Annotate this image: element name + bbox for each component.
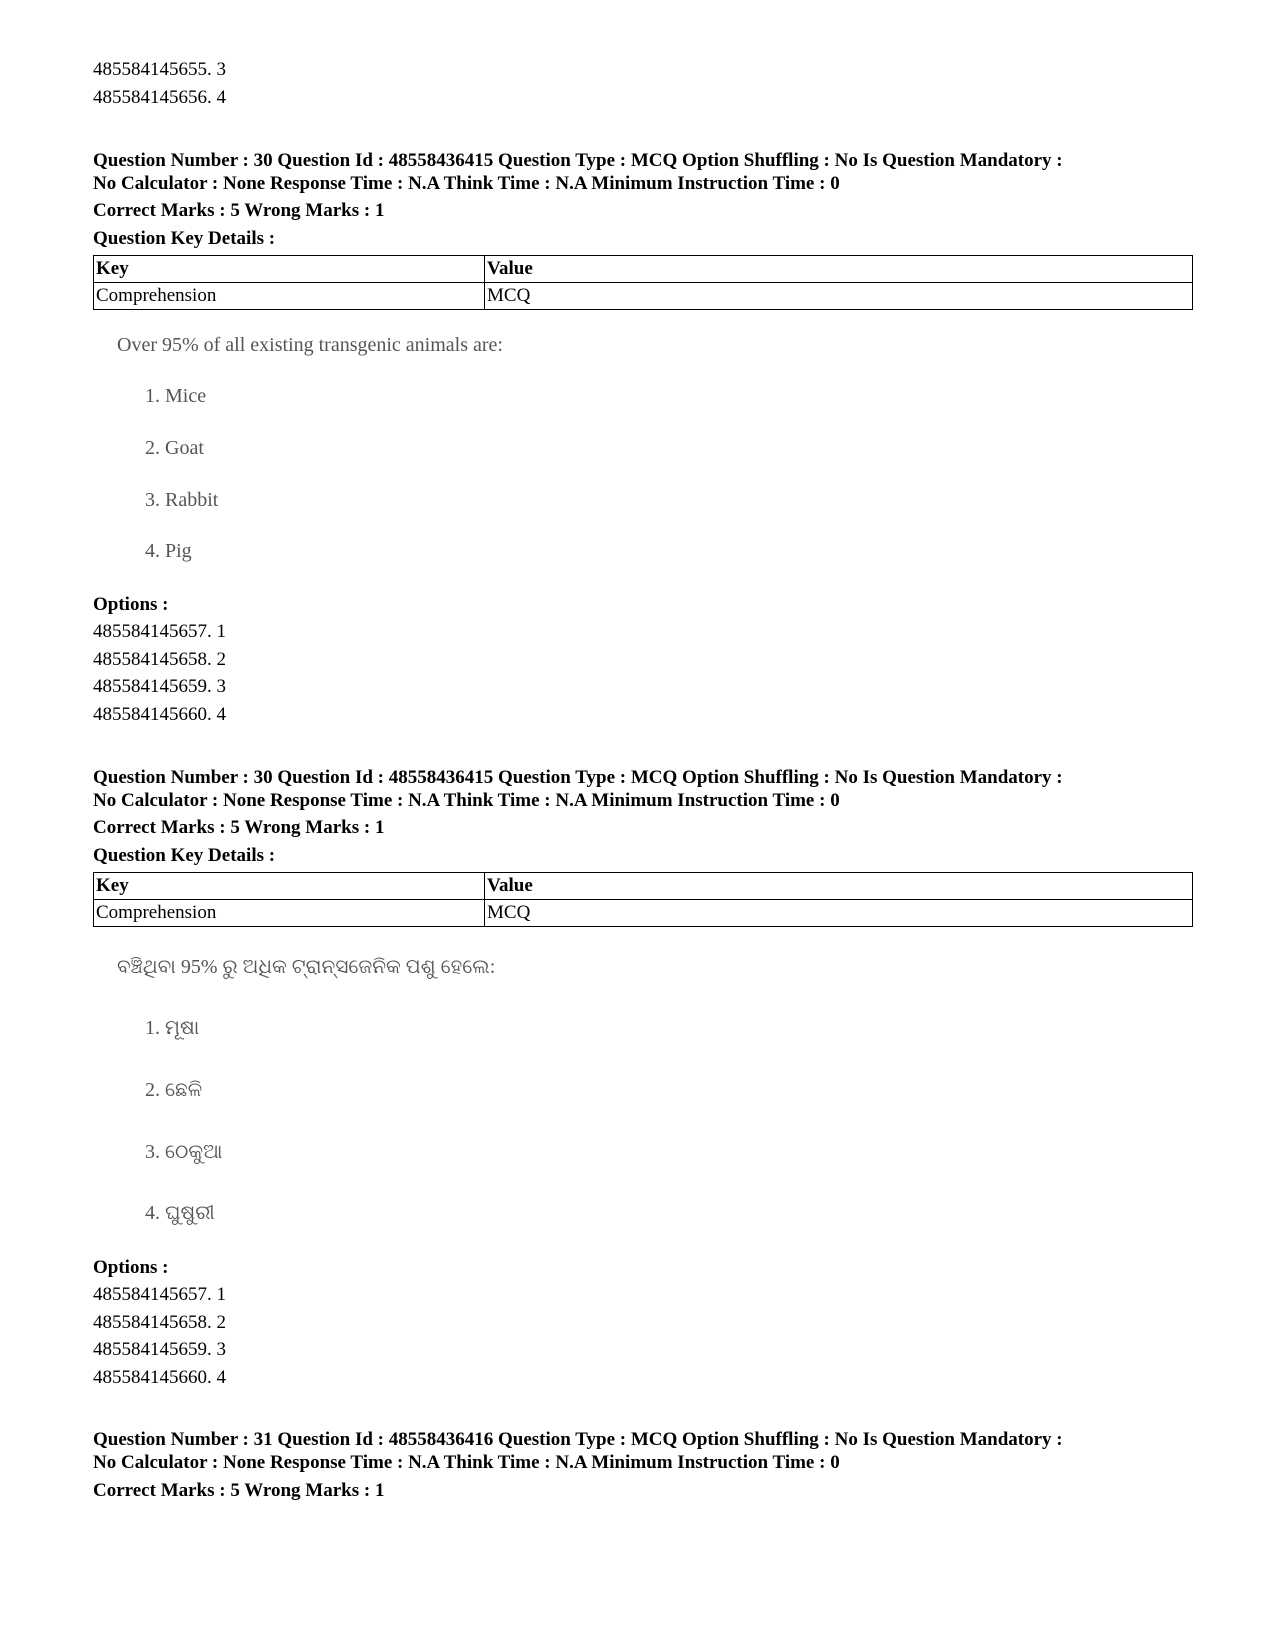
option-line: 485584145657. 1 xyxy=(93,1284,226,1305)
question-header: Question Number : 30 Question Id : 48558436415 Question Type : MCQ Option Shuffling : No Is Question Mandatory : xyxy=(93,767,1063,788)
option-line: 485584145660. 4 xyxy=(93,704,226,725)
choice-item: 2. Goat xyxy=(145,437,204,459)
table-cell-key: Comprehension xyxy=(94,900,485,927)
option-line: 485584145659. 3 xyxy=(93,676,226,697)
question-header: Question Number : 30 Question Id : 48558436415 Question Type : MCQ Option Shuffling : No Is Question Mandatory : xyxy=(93,150,1063,171)
option-line: 485584145660. 4 xyxy=(93,1367,226,1388)
question-image xyxy=(117,334,503,574)
question-header: No Calculator : None Response Time : N.A Think Time : N.A Minimum Instruction Time : 0 xyxy=(93,173,840,194)
choice-item: 1. Mice xyxy=(145,385,207,407)
table-row xyxy=(94,283,1193,310)
question-header: Question Number : 31 Question Id : 48558436416 Question Type : MCQ Option Shuffling : No Is Question Mandatory : xyxy=(93,1429,1063,1450)
options-label: Options : xyxy=(93,594,169,615)
choice-item: 3. ଠେକୁଆ xyxy=(145,1141,223,1163)
choice-item: 2. ଛେଳି xyxy=(145,1079,203,1101)
option-line: 485584145659. 3 xyxy=(93,1339,226,1360)
option-line: 485584145655. 3 xyxy=(93,59,226,80)
key-details-label: Question Key Details : xyxy=(93,845,276,866)
options-label: Options : xyxy=(93,1257,169,1278)
choice-item: 4. Pig xyxy=(145,540,192,562)
table-cell-key: Comprehension xyxy=(94,283,485,310)
marks-line: Correct Marks : 5 Wrong Marks : 1 xyxy=(93,1480,385,1501)
table-header-row xyxy=(94,873,1193,900)
table-header-key: Key xyxy=(94,873,485,900)
key-details-label: Question Key Details : xyxy=(93,228,276,249)
option-line: 485584145658. 2 xyxy=(93,1312,226,1333)
question-header: No Calculator : None Response Time : N.A Think Time : N.A Minimum Instruction Time : 0 xyxy=(93,790,840,811)
question-text: Over 95% of all existing transgenic animals are: xyxy=(117,334,503,356)
question-text: ବଞ୍ଚିଥିବା 95% ରୁ ଅଧିକ ଟ୍ରାନ୍ସଜେନିକ ପଶୁ ହେଲେ: xyxy=(117,956,496,978)
option-line: 485584145657. 1 xyxy=(93,621,226,642)
choice-item: 1. ମୂଷା xyxy=(145,1017,200,1039)
choice-item: 4. ଘୁଷୁରୀ xyxy=(145,1202,215,1224)
marks-line: Correct Marks : 5 Wrong Marks : 1 xyxy=(93,817,385,838)
table-cell-value: MCQ xyxy=(485,900,1193,927)
question-image xyxy=(117,956,495,1226)
table-header-row xyxy=(94,256,1193,283)
option-line: 485584145656. 4 xyxy=(93,87,226,108)
table-cell-value: MCQ xyxy=(485,283,1193,310)
table-header-value: Value xyxy=(485,873,1193,900)
question-header: No Calculator : None Response Time : N.A Think Time : N.A Minimum Instruction Time : 0 xyxy=(93,1452,840,1473)
marks-line: Correct Marks : 5 Wrong Marks : 1 xyxy=(93,200,385,221)
table-row xyxy=(94,900,1193,927)
table-header-key: Key xyxy=(94,256,485,283)
key-details-table xyxy=(93,872,1193,927)
table-header-value: Value xyxy=(485,256,1193,283)
option-line: 485584145658. 2 xyxy=(93,649,226,670)
key-details-table xyxy=(93,255,1193,310)
choice-item: 3. Rabbit xyxy=(145,489,219,511)
